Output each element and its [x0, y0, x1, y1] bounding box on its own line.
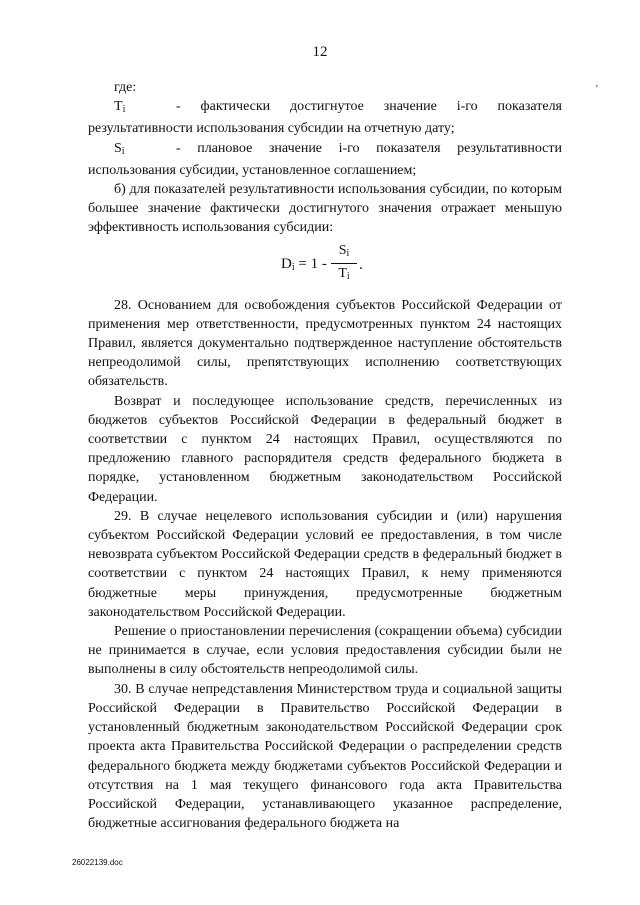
- page-number: 12: [312, 44, 328, 60]
- formula-numerator: [331, 242, 357, 264]
- definition-s-term: [114, 139, 176, 161]
- paragraph-decision: Решение о приостановлении перечисления (сокращении объема) субсидии не принимается в случае, если условия предоставления субсидии были не выполнены в силу обстоятельств непреодолимой силы.: [88, 624, 562, 678]
- definition-t: [88, 97, 562, 138]
- formula-lhs-index: i: [291, 261, 295, 273]
- paragraph-30: 30. В случае непредставления Министерством труда и социальной защиты Российской Федерации в Правительство Российской Федерации в установленный бюджетным законодательством Российской Федерации срок проекта акта Правительства Российской Федерации о распределении средств федерального бюджета между бюджетами субъектов Российской Федерации и отсутствия на 1 мая текущего финансового года акта Правительства Российской Федерации, устанавливающего указанное распределение, бюджетные ассигнования федерального бюджета на: [88, 681, 562, 832]
- formula-lhs: [281, 255, 327, 277]
- formula-lhs-rest: = 1 -: [294, 255, 327, 272]
- paragraph-28: 28. Основанием для освобождения субъектов Российской Федерации от применения мер ответственности, предусмотренных пунктом 24 настоящих Правил, является документально подтвержденное наступление обстоятельств непреодолимой силы, препятствующих исполнению соответствующих обязательств.: [88, 297, 562, 390]
- formula-denominator: [331, 264, 357, 287]
- definition-s-text: - плановое значение i-го показателя результативности использования субсидии, установленное соглашением;: [88, 140, 562, 178]
- definition-s-index: i: [121, 145, 125, 157]
- formula-num-symbol: S: [338, 242, 347, 258]
- definition-s-symbol: S: [114, 140, 122, 156]
- paragraph-29: 29. В случае нецелевого использования субсидии и (или) нарушения субъектом Российской Федерации условий ее предоставления, в том числе невозврата субъектом Российской Федерации средств в федеральный бюджет в соответствии с пунктом 24 настоящих Правил, к нему применяются бюджетные меры принуждения, предусмотренные бюджетным законодательством Российской Федерации.: [88, 508, 562, 620]
- edge-mark: ': [596, 84, 598, 95]
- paragraph-b: б) для показателей результативности использования субсидии, по которым большее значение фактически достигнутого значения отражает меньшую эффективность использования субсидии:: [88, 182, 562, 236]
- definition-t-index: i: [122, 104, 126, 116]
- where-label: где:: [114, 80, 137, 95]
- definition-t-term: [114, 97, 176, 119]
- document-body: [88, 78, 562, 833]
- formula-den-symbol: T: [338, 265, 347, 281]
- paragraph-return: Возврат и последующее использование средств, перечисленных из бюджетов субъектов Российской Федерации в федеральный бюджет в соответствии с пунктом 24 настоящих Правил, осуществляются по предложению главного распорядителя средств федерального бюджета в порядке, установленном бюджетным законодательством Российской Федерации.: [88, 393, 562, 505]
- formula-lhs-symbol: D: [281, 255, 292, 272]
- formula-end: .: [359, 256, 363, 273]
- definition-t-symbol: T: [114, 99, 123, 115]
- formula-num-index: i: [346, 247, 350, 259]
- definition-s: [88, 139, 562, 180]
- formula-fraction: [331, 242, 357, 287]
- footer-filename: 26022139.doc: [72, 858, 123, 867]
- definition-t-text: - фактически достигнутое значение i-го показателя результативности использования субсидии на отчетную дату;: [88, 99, 562, 137]
- formula: [88, 242, 562, 286]
- formula-den-index: i: [346, 270, 350, 282]
